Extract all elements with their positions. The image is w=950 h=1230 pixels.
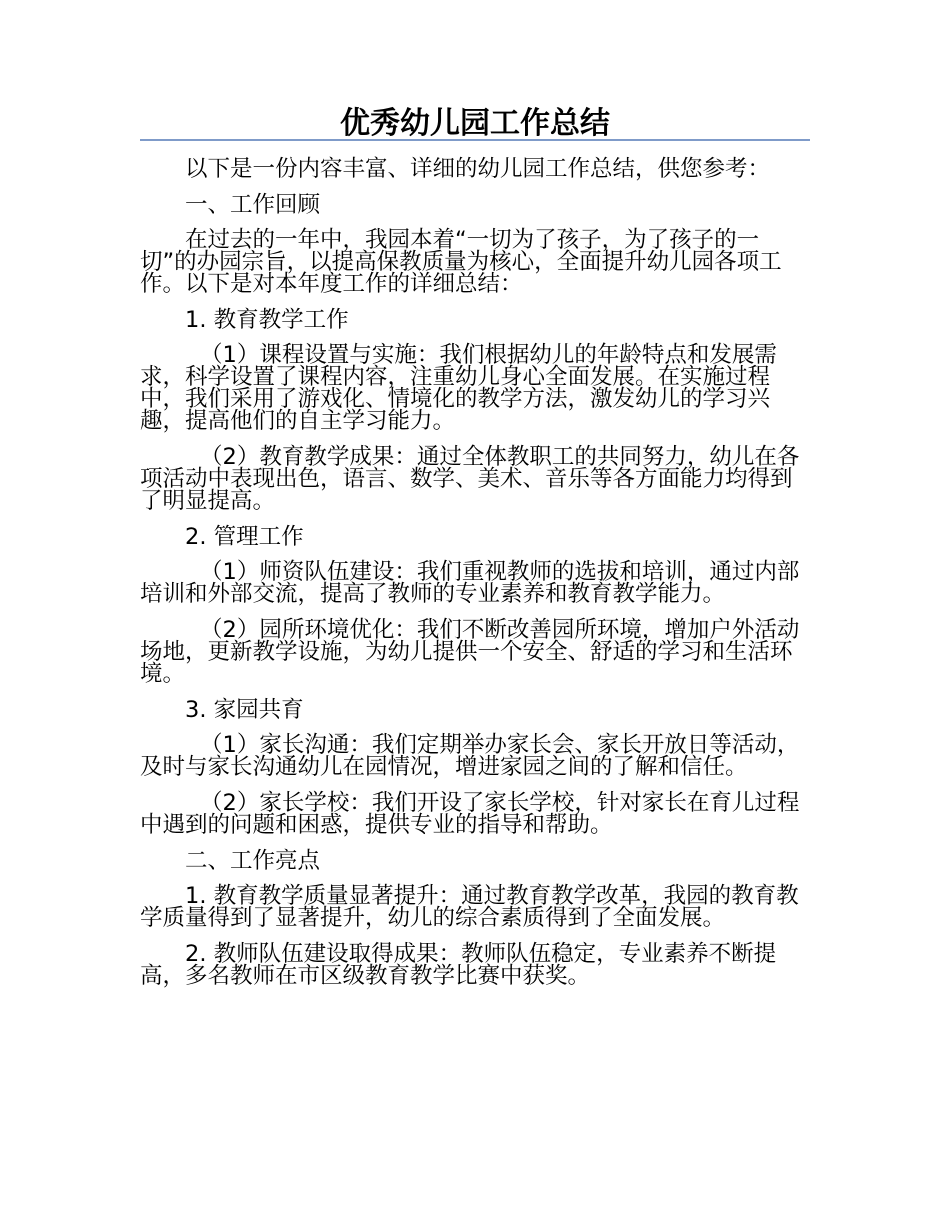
teaching-item-2: （2）教育教学成果：通过全体教职工的共同努力，幼儿在各项活动中表现出色，语言、数学、美术、音乐等各方面能力均得到了明显提高。: [140, 444, 800, 514]
document-body: [140, 158, 810, 1001]
management-item-1: （1）师资队伍建设：我们重视教师的选拔和培训，通过内部培训和外部交流，提高了教师的专业素养和教育教学能力。: [140, 559, 800, 607]
subheading-home-school: 3. 家园共育: [185, 697, 304, 723]
management-item-2: （2）园所环境优化：我们不断改善园所环境，增加户外活动场地，更新教学设施，为幼儿提供一个安全、舒适的学习和生活环境。: [140, 617, 800, 687]
teaching-item-1: （1）课程设置与实施：我们根据幼儿的年龄特点和发展需求，科学设置了课程内容，注重幼儿身心全面发展。在实施过程中，我们采用了游戏化、情境化的教学方法，激发幼儿的学习兴趣，提高他们的自主学习能力。: [140, 342, 777, 434]
highlight-item-1: 1. 教育教学质量显著提升：通过教育教学改革，我园的教育教学质量得到了显著提升，幼儿的综合素质得到了全面发展。: [140, 883, 799, 931]
subheading-teaching: 1. 教育教学工作: [185, 307, 349, 333]
title-underline: [140, 139, 810, 141]
highlight-item-2: 2. 教师队伍建设取得成果：教师队伍稳定，专业素养不断提高，多名教师在市区级教育教学比赛中获奖。: [140, 941, 777, 989]
review-paragraph: 在过去的一年中，我园本着“一切为了孩子，为了孩子的一切”的办园宗旨，以提高保教质量为核心，全面提升幼儿园各项工作。以下是对本年度工作的详细总结：: [140, 227, 782, 297]
home-school-item-2: （2）家长学校：我们开设了家长学校，针对家长在育儿过程中遇到的问题和困惑，提供专业的指导和帮助。: [140, 790, 800, 838]
section-heading-highlights: 二、工作亮点: [185, 848, 321, 874]
document-title: 优秀幼儿园工作总结: [340, 106, 610, 141]
home-school-item-1: （1）家长沟通：我们定期举办家长会、家长开放日等活动，及时与家长沟通幼儿在园情况，增进家园之间的了解和信任。: [140, 732, 800, 780]
intro-paragraph: 以下是一份内容丰富、详细的幼儿园工作总结，供您参考：: [185, 156, 771, 182]
subheading-management: 2. 管理工作: [185, 524, 304, 550]
section-heading-review: 一、工作回顾: [185, 192, 321, 218]
